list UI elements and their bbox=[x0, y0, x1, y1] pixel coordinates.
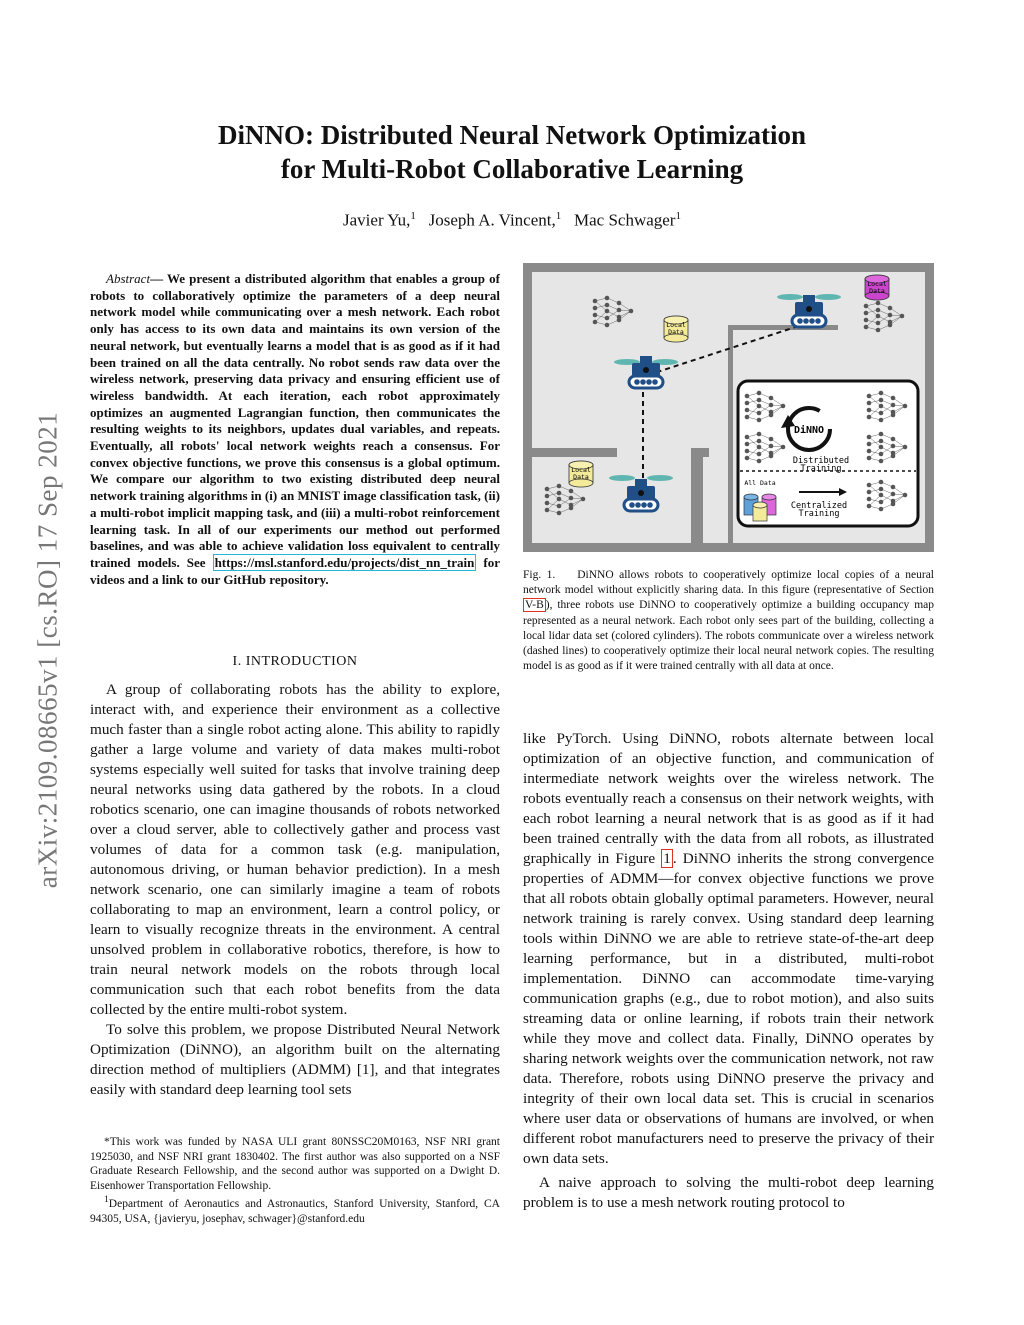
propeller bbox=[777, 294, 803, 300]
right-p1-text-end: . DiNNO inherits the strong convergence properties of ADMM—for convex objective functions we prove that all robots obtain globally optimal parameters. However, neural network training is rarely convex. Using standard deep learning tools within DiNNO we are able to retrieve state-of-the-art deep learning performance, but in a distributed, multi-robot implementation. DiNNO can accommodate time-varying communication graphs (e.g., due to robot motion), and also suits streaming data or online learning, if robots train their network while they move and collect data. Finally, DiNNO operates by sharing network weights over the communication network, not raw data. Therefore, robots using DiNNO preserve the privacy and integrity of their own local data set. This is crucial in scenarios where user data or observations of humans are involved, or when different robot manufacturers need to preserve the privacy of their own data sets. bbox=[523, 850, 934, 1167]
affiliation-footnote bbox=[90, 1193, 500, 1226]
project-link[interactable]: https://msl.stanford.edu/projects/dist_nn_train bbox=[214, 554, 475, 570]
intro-paragraph-2: To solve this problem, we propose Distributed Neural Network Optimization (DiNNO), an algorithm built on the alternating direction method of multipliers (ADMM) [1], and that integrates easily with standard deep learning tool sets bbox=[90, 1021, 500, 1098]
affiliation-text: Department of Aeronautics and Astronautics, Stanford University, Stanford, CA 94305, USA, {javieryu, josephav, schwager}@stanford.edu bbox=[90, 1198, 500, 1225]
affiliation-mark: 1 bbox=[555, 210, 562, 222]
right-column-body bbox=[523, 729, 934, 1213]
footnotes bbox=[90, 1135, 500, 1226]
author-3: Mac Schwager bbox=[573, 210, 676, 230]
affiliation-sup: 1 bbox=[104, 1194, 109, 1206]
dinno-label: DiNNO bbox=[793, 425, 825, 436]
caption-text: DiNNO allows robots to cooperatively optimize local copies of a neural network model without explicitly sharing data. In this figure (representative of Section bbox=[523, 569, 935, 597]
section-reference-link[interactable]: V-B bbox=[525, 599, 544, 612]
author-list bbox=[90, 210, 934, 231]
funding-footnote: *This work was funded by NASA ULI grant 80NSSC20M0163, NSF NRI grant 1925030, and NSF NRI grant 1830402. The first author was also supported on a NSF Graduate Research Fellowship, and the second author was supported on a Dwight D. Eisenhower Transportation Fellowship. bbox=[90, 1136, 500, 1192]
abstract-text-end: for videos and a link to our GitHub repository. bbox=[90, 554, 500, 587]
paper-title-line1: DiNNO: Distributed Neural Network Optimization bbox=[218, 120, 806, 150]
inner-wall bbox=[728, 475, 733, 543]
author-2: Joseph A. Vincent, bbox=[428, 210, 556, 230]
affiliation-mark: 1 bbox=[675, 210, 681, 222]
local-data-label: Local Data bbox=[666, 321, 686, 336]
local-data-label: Local Data bbox=[867, 280, 887, 295]
inner-wall bbox=[728, 325, 733, 475]
arxiv-identifier: arXiv:2109.08665v1 [cs.RO] 17 Sep 2021 bbox=[32, 411, 63, 889]
author-1: Javier Yu, bbox=[343, 210, 411, 230]
introduction-body bbox=[90, 680, 500, 1100]
caption-label: Fig. 1. bbox=[523, 569, 556, 581]
inner-wall bbox=[532, 448, 617, 457]
inner-wall bbox=[691, 448, 703, 543]
propeller bbox=[609, 475, 635, 481]
inner-wall bbox=[691, 448, 709, 457]
abstract-label: Abstract bbox=[106, 271, 151, 286]
figure-1-illustration bbox=[523, 263, 934, 552]
right-p1-text: like PyTorch. Using DiNNO, robots alternate between local optimization of an objective function, and communication of intermediate network weights over the wireless network. The robots eventually reach a consensus on their network weights, with each robot learning a neural network that is as good as if it had been trained centrally with the data from all robots, as illustrated graphically in Figure bbox=[523, 730, 934, 867]
distributed-training-label: Distributed Training bbox=[792, 456, 850, 474]
local-data-label: Local Data bbox=[571, 466, 591, 481]
abstract-dash: — bbox=[150, 271, 164, 286]
abstract-text: We present a distributed algorithm that enables a group of robots to collaboratively optimize the parameters of a deep neural network model while communicating over a mesh network. Each robot only has access to its own data and maintains its own version of the neural network, but eventually learns a model that is as good as if it had been trained on all the data centrally. No robot sends raw data over the wireless network, preserving data privacy and ensuring efficient use of wireless bandwidth. At each iteration, each robot approximately optimizes an augmented Lagrangian function, then communicates the resulting weights to its neighbors, updates dual variables, and repeats. Eventually, all robots' local network weights reach a consensus. For convex objective functions, we prove this consensus is a global optimum. We compare our algorithm to two existing distributed deep neural network training algorithms in (i) an MNIST image classification task, (ii) a multi-robot implicit mapping task, and (iii) a multi-robot reinforcement learning task. In all of our experiments our method out performed baselines, and was able to achieve validation loss equivalent to centrally trained models. See bbox=[90, 271, 500, 570]
caption-text-end: ), three robots use DiNNO to cooperatively optimize a building occupancy map represented as a neural network. Each robot only sees part of the building, collecting a local lidar data set (colored cylinders). The robots communicate over a wireless network (dashed lines) to cooperatively optimize their local neural network copies. The resulting model is as good as if it were trained centrally with all data at once. bbox=[523, 599, 934, 673]
figure-reference-link[interactable]: 1 bbox=[663, 850, 671, 867]
right-paragraph-1 bbox=[523, 729, 934, 1169]
propeller bbox=[815, 294, 841, 300]
affiliation-mark: 1 bbox=[410, 210, 416, 222]
right-paragraph-2: A naive approach to solving the multi-robot deep learning problem is to use a mesh network routing protocol to bbox=[523, 1174, 934, 1211]
paper-title-line2: for Multi-Robot Collaborative Learning bbox=[280, 154, 744, 184]
intro-paragraph-1: A group of collaborating robots has the ability to explore, interact with, and experience their environment as a collective much faster than a single robot acting alone. This ability to rapidly gather a large volume and variety of data makes multi-robot systems especially well suited for tasks that involve training deep neural networks using data gathered by the robots. In a cloud robotics scenario, one can imagine thousands of robots networked over a cloud server, able to collectively gather and process vast volumes of data for a common task (e.g. manipulation, autonomous driving, or human behavior prediction). In a mesh network scenario, one can similarly imagine a team of robots collaborating to map an environment, learn a control policy, or learn to visually recognize threats in the environment. A central unsolved problem in collaborative robotics, therefore, is how to train neural network models on the robots through local communication such that each robot benefits from the data collected by the entire multi-robot system. bbox=[90, 681, 500, 1018]
section-heading-introduction: I. INTRODUCTION bbox=[232, 654, 358, 669]
propeller bbox=[647, 475, 673, 481]
figure-caption bbox=[523, 568, 934, 674]
centralized-training-label: Centralized Training bbox=[790, 501, 848, 519]
all-data-label: All Data bbox=[744, 479, 776, 487]
abstract bbox=[90, 271, 500, 588]
arxiv-sidebar bbox=[18, 350, 78, 950]
